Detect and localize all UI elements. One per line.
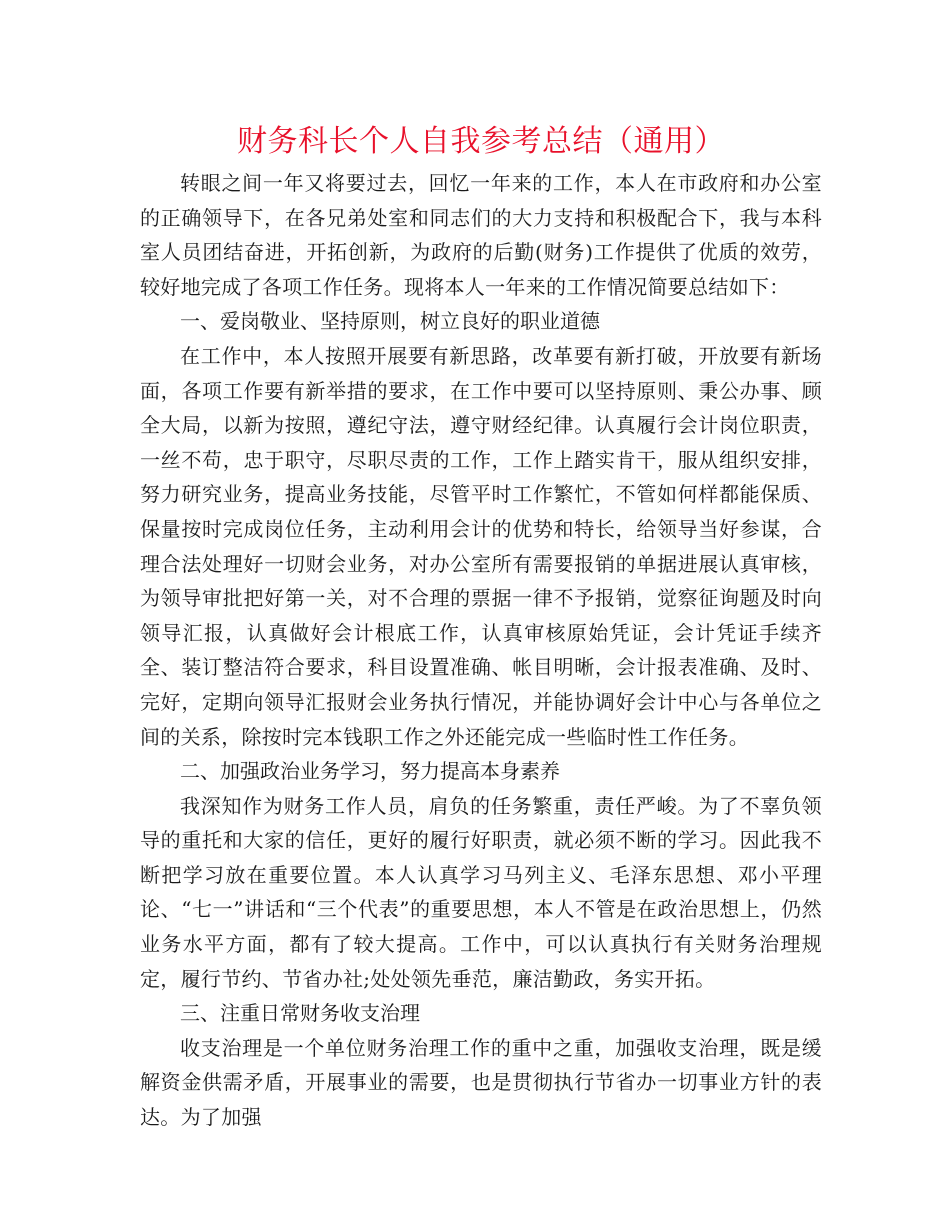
section-body-3: 收支治理是一个单位财务治理工作的重中之重，加强收支治理，既是缓解资金供需矛盾，开展事业的需要，也是贯彻执行节省办一切事业方针的表达。为了加强 — [140, 1035, 822, 1130]
section-heading-2: 二、加强政治业务学习，努力提高本身素养 — [180, 759, 560, 784]
section-heading-3: 三、注重日常财务收支治理 — [180, 1001, 420, 1026]
document-title: 财务科长个人自我参考总结（通用） — [237, 124, 725, 159]
section-body-2: 我深知作为财务工作人员，肩负的任务繁重，责任严峻。为了不辜负领导的重托和大家的信任，更好的履行好职责，就必须不断的学习。因此我不断把学习放在重要位置。本人认真学习马列主义、毛泽东思想、邓小平理论、“七一”讲话和“三个代表”的重要思想，本人不管是在政治思想上，仍然业务水平方面，都有了较大提高。工作中，可以认真执行有关财务治理规定，履行节约、节省办社;处处领先垂范，廉洁勤政，务实开拓。 — [140, 793, 822, 991]
intro-paragraph: 转眼之间一年又将要过去，回忆一年来的工作，本人在市政府和办公室的正确领导下，在各兄弟处室和同志们的大力支持和积极配合下，我与本科室人员团结奋进，开拓创新，为政府的后勤(财务)工作提供了优质的效劳，较好地完成了各项工作任务。现将本人一年来的工作情况简要总结如下： — [140, 171, 822, 299]
section-heading-1: 一、爱岗敬业、坚持原则，树立良好的职业道德 — [180, 309, 600, 334]
section-body-1: 在工作中，本人按照开展要有新思路，改革要有新打破，开放要有新场面，各项工作要有新举措的要求，在工作中要可以坚持原则、秉公办事、顾全大局，以新为按照，遵纪守法，遵守财经纪律。认真履行会计岗位职责，一丝不苟，忠于职守，尽职尽责的工作，工作上踏实肯干，服从组织安排，努力研究业务，提高业务技能，尽管平时工作繁忙，不管如何样都能保质、保量按时完成岗位任务，主动利用会计的优势和特长，给领导当好参谋，合理合法处理好一切财会业务，对办公室所有需要报销的单据进展认真审核，为领导审批把好第一关，对不合理的票据一律不予报销，觉察征询题及时向领导汇报，认真做好会计根底工作，认真审核原始凭证，会计凭证手续齐全、装订整洁符合要求，科目设置准确、帐目明晰，会计报表准确、及时、完好，定期向领导汇报财会业务执行情况，并能协调好会计中心与各单位之间的关系，除按时完本钱职工作之外还能完成一些临时性工作任务。 — [140, 343, 822, 749]
document-page — [140, 118, 822, 1135]
